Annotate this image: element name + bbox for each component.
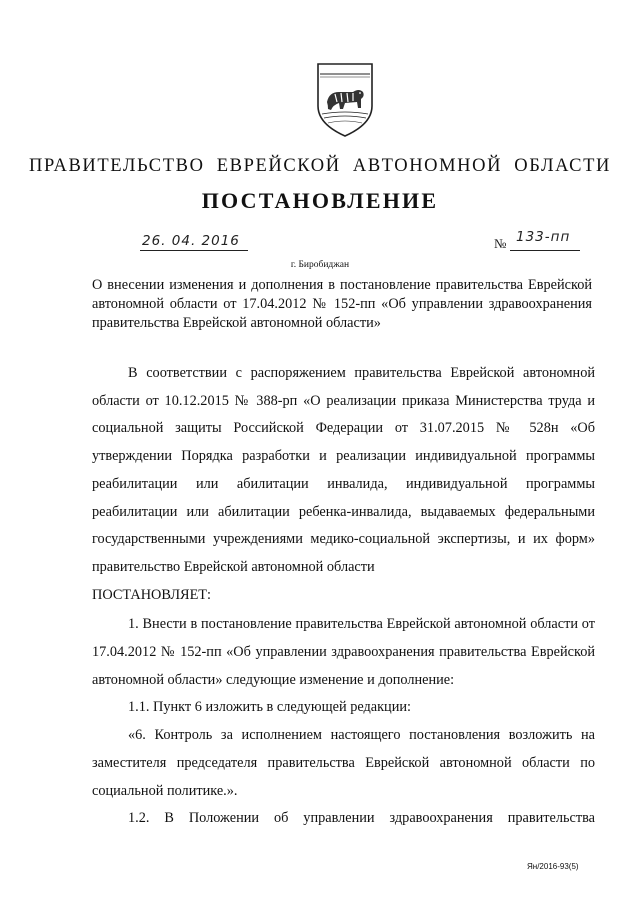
preamble-paragraph: В соответствии с распоряжением правительства Еврейской автономной области от 10.12.2015 № 388-рп «О реализации приказа Министерства труда и социальной защиты Российской Федерации от 31.07.2015 № 528н «Об утверждении Порядка разработки и реализации индивидуальной программы реабилитации или абилитации инвалида, индивидуальной программы реабилитации или абилитации ребенка-инвалида, выдаваемых федеральными государственными учреждениями медико-социальной экспертизы, и их форм» правительство Еврейской автономной области (92, 365, 595, 575)
government-name: ПРАВИТЕЛЬСТВО ЕВРЕЙСКОЙ АВТОНОМНОЙ ОБЛАСТИ (29, 156, 611, 176)
number-sign: № (494, 236, 507, 251)
item-1-paragraph: 1. Внести в постановление правительства Еврейской автономной области от 17.04.2012 № 152-пп «Об управлении здравоохранения правительства Еврейской автономной области» следующие изменение и дополнение: (92, 616, 595, 688)
document-subject: О внесении изменения и дополнения в постановление правительства Еврейской автономной области от 17.04.2012 № 152-пп «Об управлении здравоохранения правительства Еврейской автономной области» (92, 277, 592, 331)
document-date: 26. 04. 2016 (142, 233, 240, 249)
footer-code: Ян/2016-93(5) (527, 862, 579, 871)
quote-paragraph: «6. Контроль за исполнением настоящего постановления возложить на заместителя председателя правительства Еврейской автономной области по социальной политике.». (92, 727, 595, 799)
document-number: 133-пп (516, 229, 571, 245)
item-1-2-paragraph: 1.2. В Положении об управлении здравоохранения правительства (128, 810, 595, 827)
coat-of-arms-icon (315, 62, 375, 138)
city: г. Биробиджан (290, 260, 350, 270)
number-underline (510, 250, 580, 251)
document-type-title: ПОСТАНОВЛЕНИЕ (201, 188, 439, 213)
date-underline (140, 250, 248, 251)
item-1-1-paragraph: 1.1. Пункт 6 изложить в следующей редакции: (128, 699, 411, 716)
resolves-heading: ПОСТАНОВЛЯЕТ: (92, 586, 212, 603)
document-body (92, 360, 595, 833)
